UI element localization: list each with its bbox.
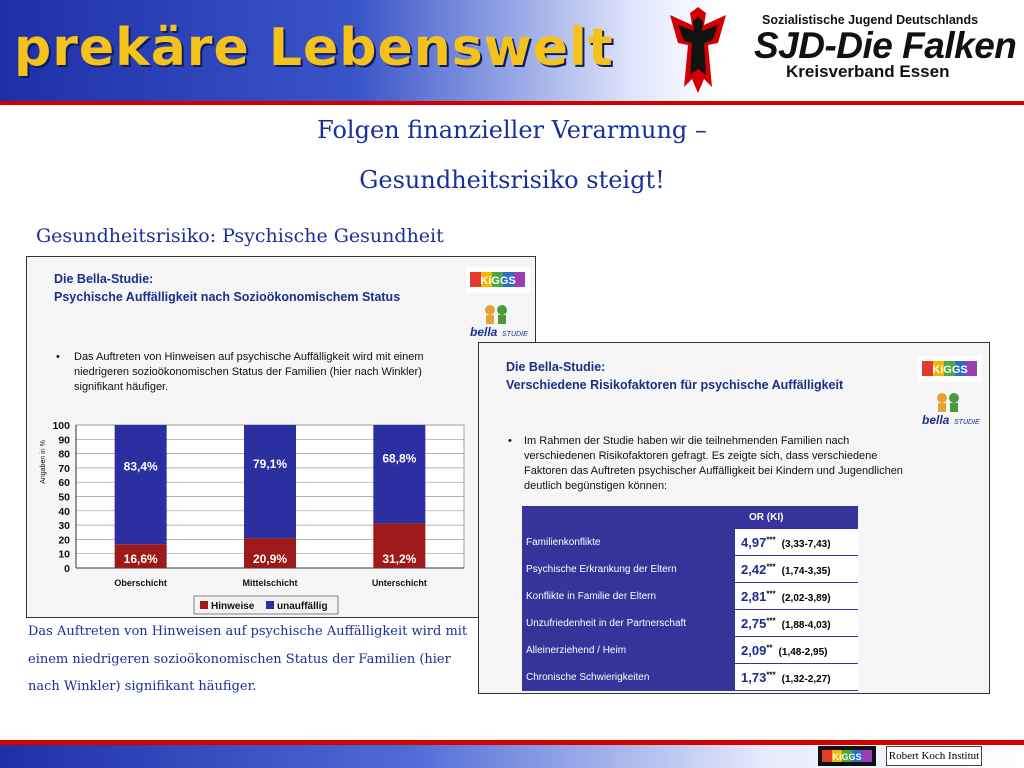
significance-stars: ** [766,643,773,653]
rki-label: Robert Koch Institut [886,746,982,766]
confidence-interval: (2,02-3,89) [781,592,831,604]
bella-logo-suffix: STUDIE [954,419,980,426]
bar-unauffaellig [244,425,296,538]
significance-stars: *** [766,670,776,680]
legend-label: Hinweise [211,601,255,612]
slide-title-line2: Gesundheitsrisiko steigt! [359,166,665,194]
y-tick-label: 30 [58,520,70,533]
bella-logo-suffix: STUDIE [502,331,528,338]
risk-factor-value [735,529,858,556]
table-row [522,664,858,691]
ses-stacked-bar-chart [26,410,466,618]
panel-left-bullet-text: Das Auftreten von Hinweisen auf psychische Auffälligkeit wird mit einem niedrigeren sozioökonomischen Status der Familien (hier nach Winkler) signifikant häufiger. [74,351,424,393]
legend-swatch [200,601,208,609]
confidence-interval: (1,88-4,03) [781,619,831,631]
legend-swatch [266,601,274,609]
panel-left-bullet [56,350,456,395]
chart-x-labels [114,578,426,588]
panel-right-bullet-text: Im Rahmen der Studie haben wir die teilnehmenden Familien nach verschiedenen Risikofaktoren gefragt. Es zeigte sich, dass verschiedene Faktoren das Auftreten psychischer Auffälligkeit bei Kindern und Jugendlichen deutlich begünstigen können: [524,435,903,492]
bella-logo-icon [918,390,982,428]
odds-ratio: 1,73 [741,669,767,685]
risk-factor-value [735,637,858,664]
panel-left-title-line2: Psychische Auffälligkeit nach Sozioökonomischem Status [54,290,401,304]
risk-factor-value [735,583,858,610]
y-tick-label: 70 [58,462,70,475]
header-divider [0,101,1024,105]
risk-factor-value [735,664,858,691]
org-name-line1: Sozialistische Jugend Deutschlands [762,13,979,27]
table-header-row [522,506,858,529]
significance-stars: *** [766,535,776,545]
bar-value-label: 83,4% [123,459,158,474]
chart-bars [115,425,426,568]
y-tick-label: 10 [58,548,70,561]
bar-value-label: 16,6% [123,552,158,566]
y-tick-label: 100 [52,420,70,432]
chart-y-ticks [52,420,70,575]
bar-unauffaellig [115,425,167,544]
odds-ratio: 4,97 [741,534,767,550]
table-header-or: OR (KI) [735,506,858,529]
y-tick-label: 50 [58,491,70,504]
y-tick-label: 90 [58,434,70,447]
x-category-label: Oberschicht [114,578,167,588]
table-row [522,583,858,610]
slide-caption: Das Auftreten von Hinweisen auf psychische Auffälligkeit wird mit einem niedrigeren sozioökonomischen Status der Familien (hier nach Winkler) signifikant häufiger. [28,624,468,694]
odds-ratio: 2,09 [741,642,767,658]
table-row [522,556,858,583]
y-tick-label: 20 [58,534,70,547]
table-row [522,637,858,664]
org-name-line2: SJD-Die Falken [754,25,1017,66]
odds-ratio: 2,75 [741,615,767,631]
risk-factor-label: Alleinerziehend / Heim [522,637,735,664]
x-category-label: Unterschicht [371,578,427,588]
kiggs-logo-text: KiGGS [480,275,516,287]
kiggs-logo-icon [918,356,982,382]
panel-right-title-line2: Verschiedene Risikofaktoren für psychische Auffälligkeit [506,378,844,392]
significance-stars: *** [766,562,776,572]
footer-kiggs-text: KiGGS [832,752,862,762]
risk-factor-label: Psychische Erkrankung der Eltern [522,556,735,583]
significance-stars: *** [766,589,776,599]
bar-value-label: 31,2% [382,552,417,566]
falcon-logo-icon [668,3,728,95]
org-name-line3: Kreisverband Essen [786,62,950,81]
chart-y-axis-label: Angaben in % [40,440,47,484]
odds-ratio: 2,81 [741,588,767,604]
risk-factor-label: Unzufriedenheit in der Partnerschaft [522,610,735,637]
panel-right-bullet [508,434,908,494]
risk-factor-label: Familienkonflikte [522,529,735,556]
header-title: prekäre Lebenswelt [14,18,614,78]
risk-factor-label: Chronische Schwierigkeiten [522,664,735,691]
risk-factor-value [735,556,858,583]
table-row [522,610,858,637]
bella-logo-text: bella [922,413,950,427]
table-header-empty [522,506,735,529]
y-tick-label: 80 [58,448,70,461]
bar-unauffaellig [373,425,425,523]
risk-factor-label: Konflikte in Familie der Eltern [522,583,735,610]
kiggs-logo-icon [466,267,530,293]
bullet-icon: • [56,351,60,363]
bar-value-label: 68,8% [382,451,417,466]
y-tick-label: 0 [64,563,70,575]
bar-value-label: 79,1% [252,456,288,471]
confidence-interval: (1,74-3,35) [781,565,831,577]
chart-legend [194,596,338,614]
footer-kiggs-logo-icon [818,746,876,766]
x-category-label: Mittelschicht [242,578,298,588]
confidence-interval: (1,32-2,27) [781,673,831,685]
risk-factor-table [522,506,858,691]
bullet-icon: • [508,435,512,447]
panel-right-title-line1: Die Bella-Studie: [506,360,606,374]
confidence-interval: (1,48-2,95) [778,646,828,658]
bella-logo-text: bella [470,325,498,339]
panel-left-title-line1: Die Bella-Studie: [54,272,154,286]
confidence-interval: (3,33-7,43) [781,538,831,550]
bar-value-label: 20,9% [252,552,288,566]
y-tick-label: 40 [58,505,70,518]
risk-factor-value [735,610,858,637]
slide-title-line1: Folgen finanzieller Verarmung – [317,116,707,144]
legend-label: unauffällig [277,601,328,612]
odds-ratio: 2,42 [741,561,767,577]
kiggs-logo-text: KiGGS [932,364,968,376]
y-tick-label: 60 [58,477,70,490]
table-row [522,529,858,556]
significance-stars: *** [766,616,776,626]
bella-logo-icon [466,302,530,340]
slide-subtitle: Gesundheitsrisiko: Psychische Gesundheit [36,225,444,247]
